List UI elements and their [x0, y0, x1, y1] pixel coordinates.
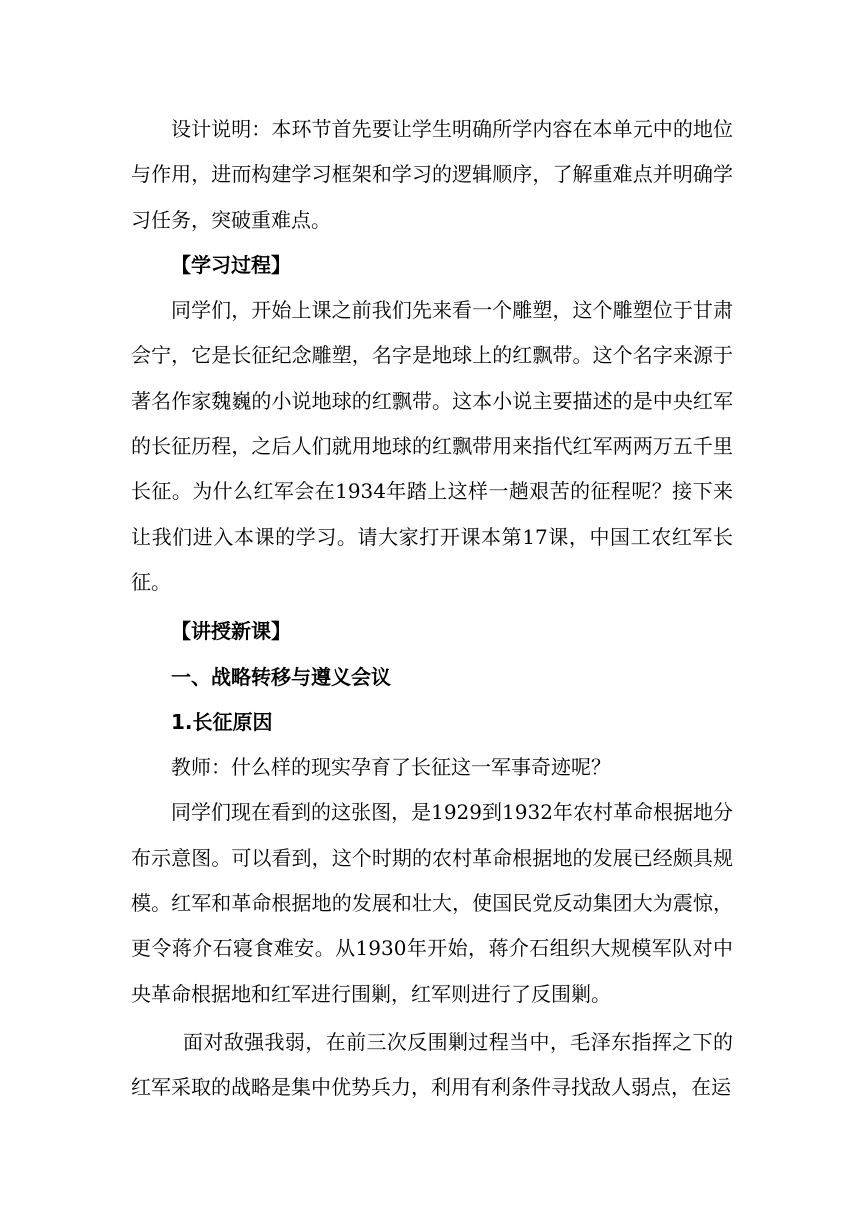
- intro-paragraph: 同学们，开始上课之前我们先来看一个雕塑，这个雕塑位于甘肃会宁，它是长征纪念雕塑，名字是地球上的红飘带。这个名字来源于著名作家魏巍的小说地球的红飘带。这本小说主要描述的是中央红军的长征历程，之后人们就用地球的红飘带用来指代红军两两万五千里长征。为什么红军会在1934年踏上这样一趟艰苦的征程呢？接下来让我们进入本课的学习。请大家打开课本第17课，中国工农红军长征。: [131, 298, 733, 594]
- design-note-paragraph: 设计说明：本环节首先要让学生明确所学内容在本单元中的地位与作用，进而构建学习框架和学习的逻辑顺序，了解重难点并明确学习任务，突破重难点。: [131, 117, 733, 232]
- teacher-question-paragraph: 教师：什么样的现实孕育了长征这一军事奇迹呢？: [171, 755, 611, 780]
- section-heading-new-lesson: 【讲授新课】: [171, 619, 291, 644]
- subsection-heading-strategic-transfer: 一、战略转移与遵义会议: [171, 664, 391, 689]
- subsection-heading-long-march-reasons: 1.长征原因: [171, 709, 273, 734]
- section-heading-learning-process: 【学习过程】: [171, 252, 291, 277]
- counter-encirclement-paragraph: 面对敌强我弱，在前三次反围剿过程当中，毛泽东指挥之下的红军采取的战略是集中优势兵力，利用有利条件寻找敌人弱点，在运: [131, 1029, 733, 1100]
- document-body: [131, 107, 733, 1111]
- base-areas-paragraph: 同学们现在看到的这张图，是1929到1932年农村革命根据地分布示意图。可以看到，这个时期的农村革命根据地的发展已经颇具规模。红军和革命根据地的发展和壮大，使国民党反动集团大为震惊，更令蒋介石寝食难安。从1930年开始，蒋介石组织大规模军队对中央革命根据地和红军进行围剿，红军则进行了反围剿。: [131, 800, 733, 1006]
